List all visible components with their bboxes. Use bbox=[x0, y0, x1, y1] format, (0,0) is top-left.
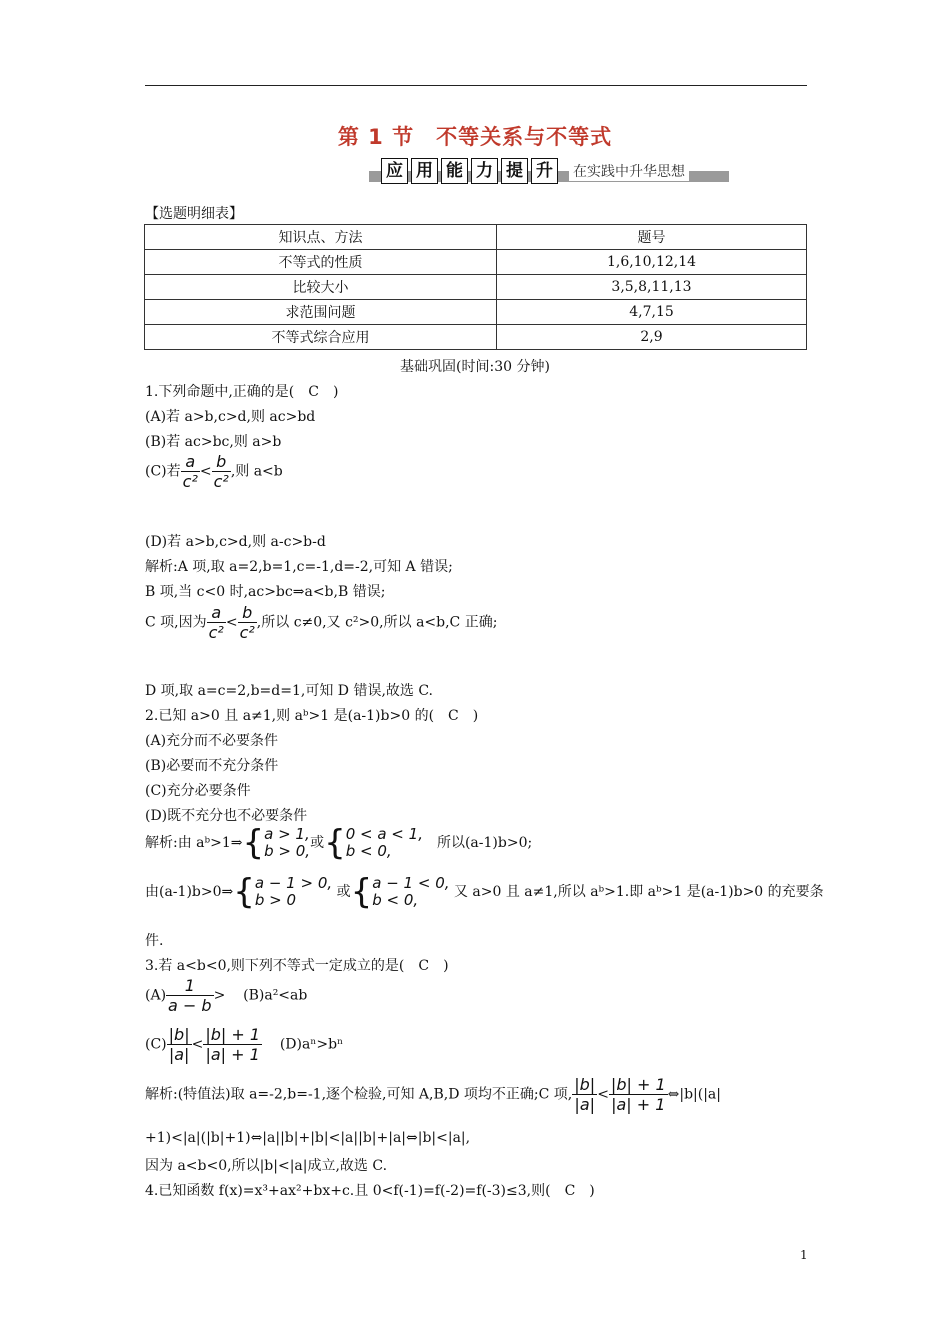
denominator: c² bbox=[213, 472, 229, 491]
page-number: 1 bbox=[800, 1248, 808, 1262]
q2-ana1-suffix: 所以(a-1)b>0; bbox=[422, 835, 533, 851]
banner-char: 升 bbox=[531, 158, 558, 184]
q4-stem: 4.已知函数 f(x)=x³+ax²+bx+c.且 0<f(-1)=f(-2)=f(-3)≤3,则( C ) bbox=[145, 1183, 595, 1199]
table-row bbox=[145, 325, 807, 350]
table-cell: 不等式综合应用 bbox=[145, 325, 497, 350]
numerator: |b| + 1 bbox=[205, 1025, 261, 1044]
table-row bbox=[145, 250, 807, 275]
q1-analysis-2: B 项,当 c<0 时,ac>bc⇒a<b,B 错误; bbox=[145, 584, 386, 600]
q1-option-c bbox=[145, 452, 283, 491]
denominator: c² bbox=[239, 623, 255, 642]
table-cell: 2,9 bbox=[497, 325, 807, 350]
banner-char: 能 bbox=[441, 158, 468, 184]
q3-ana1-prefix: 解析:(特值法)取 a=-2,b=-1,逐个检验,可知 A,B,D 项均不正确;C 项, bbox=[145, 1086, 573, 1103]
q1-option-b: (B)若 ac>bc,则 a>b bbox=[145, 434, 282, 450]
denominator: |a| bbox=[168, 1045, 190, 1064]
case-line: b > 0 bbox=[254, 891, 297, 909]
case-line: b > 0, bbox=[264, 842, 311, 860]
fraction bbox=[207, 603, 226, 642]
case-line: 0 < a < 1, bbox=[345, 825, 423, 843]
less-than: < bbox=[597, 1086, 609, 1103]
q1-analysis-3 bbox=[145, 603, 497, 642]
less-than: < bbox=[225, 614, 238, 631]
fraction bbox=[238, 603, 257, 642]
q2-option-a: (A)充分而不必要条件 bbox=[145, 733, 279, 749]
denominator: |a| + 1 bbox=[611, 1095, 666, 1114]
q3-analysis-1 bbox=[145, 1075, 807, 1114]
case-system bbox=[264, 826, 310, 860]
q2-ana2-suffix: 又 a>0 且 a≠1,所以 aᵇ>1.即 aᵇ>1 是(a-1)b>0 的充要条 bbox=[453, 884, 824, 900]
brace: { bbox=[233, 872, 255, 912]
banner-char: 力 bbox=[471, 158, 498, 184]
table-header-cell: 知识点、方法 bbox=[145, 225, 497, 250]
table-cell: 3,5,8,11,13 bbox=[497, 275, 807, 300]
fraction bbox=[167, 1025, 192, 1064]
table-row bbox=[145, 300, 807, 325]
numerator: a bbox=[207, 603, 226, 623]
q1-stem: 1.下列命题中,正确的是( C ) bbox=[145, 384, 339, 400]
q3-option-d: (D)aⁿ>bⁿ bbox=[279, 1036, 344, 1053]
q2-option-d: (D)既不充分也不必要条件 bbox=[145, 808, 308, 824]
numerator: b bbox=[238, 603, 257, 623]
case-line: b < 0, bbox=[372, 891, 419, 909]
section-label: 【选题明细表】 bbox=[145, 206, 243, 222]
case-line: a > 1, bbox=[264, 825, 310, 843]
numerator: |b| bbox=[168, 1025, 190, 1044]
q1-option-a: (A)若 a>b,c>d,则 ac>bd bbox=[145, 409, 316, 425]
brace: { bbox=[242, 823, 265, 863]
header-rule bbox=[145, 85, 807, 86]
q2-ana1-prefix: 解析:由 aᵇ>1⇒ bbox=[145, 835, 243, 851]
numerator: a bbox=[181, 452, 200, 472]
page-title: 第 1 节 不等关系与不等式 bbox=[337, 125, 613, 149]
fraction bbox=[572, 1075, 597, 1114]
table-row bbox=[145, 275, 807, 300]
numerator: b bbox=[212, 452, 231, 472]
brace: { bbox=[350, 872, 373, 912]
q1-option-d: (D)若 a>b,c>d,则 a-c>b-d bbox=[145, 534, 326, 550]
numerator: |b| bbox=[574, 1075, 596, 1094]
table-cell: 比较大小 bbox=[145, 275, 497, 300]
case-line: a − 1 < 0, bbox=[372, 874, 450, 892]
case-line: a − 1 > 0, bbox=[254, 874, 333, 892]
case-system bbox=[372, 875, 449, 909]
banner-char: 应 bbox=[381, 158, 408, 184]
q2-stem: 2.已知 a>0 且 a≠1,则 aᵇ>1 是(a-1)b>0 的( C ) bbox=[145, 708, 479, 724]
banner-char: 用 bbox=[411, 158, 438, 184]
case-system bbox=[255, 875, 332, 909]
numerator: |b| + 1 bbox=[610, 1075, 666, 1094]
q1-ana3-suffix: ,所以 c≠0,又 c²>0,所以 a<b,C 正确; bbox=[256, 614, 498, 631]
subheading: 基础巩固(时间:30 分钟) bbox=[400, 359, 550, 375]
q3-a-prefix: (A) bbox=[145, 987, 167, 1004]
denominator: c² bbox=[208, 623, 224, 642]
banner-subtitle: 在实践中升华思想 bbox=[569, 161, 689, 181]
q2-option-b: (B)必要而不充分条件 bbox=[145, 758, 279, 774]
fraction bbox=[181, 452, 200, 491]
less-than: < bbox=[191, 1036, 204, 1053]
q1-c-prefix: (C)若 bbox=[145, 463, 181, 480]
q3-option-b: (B)a²<ab bbox=[243, 987, 308, 1004]
table-cell: 4,7,15 bbox=[497, 300, 807, 325]
table-header-row bbox=[145, 225, 807, 250]
table-cell: 不等式的性质 bbox=[145, 250, 497, 275]
q3-ana1-suffix: ⇔|b|(|a| bbox=[667, 1086, 721, 1103]
q2-analysis-tail: 件. bbox=[145, 933, 164, 949]
numerator: 1 bbox=[166, 976, 214, 996]
denominator: a − b bbox=[168, 996, 212, 1015]
q3-stem: 3.若 a<b<0,则下列不等式一定成立的是( C ) bbox=[145, 958, 449, 974]
fraction bbox=[212, 452, 231, 491]
q3-c-prefix: (C) bbox=[145, 1036, 167, 1053]
q2-analysis-2 bbox=[145, 872, 824, 912]
q3-a-suffix: > bbox=[213, 987, 226, 1004]
q2-ana2-prefix: 由(a-1)b>0⇒ bbox=[145, 884, 234, 900]
or-word: 或 bbox=[310, 835, 325, 851]
fraction bbox=[203, 1025, 262, 1064]
or-word: 或 bbox=[336, 884, 351, 900]
q1-ana3-prefix: C 项,因为 bbox=[145, 614, 207, 631]
table-cell: 1,6,10,12,14 bbox=[497, 250, 807, 275]
q3-options-cd bbox=[145, 1025, 343, 1064]
brace: { bbox=[324, 823, 346, 863]
fraction bbox=[166, 976, 214, 1015]
case-system bbox=[346, 826, 423, 860]
table-cell: 求范围问题 bbox=[145, 300, 497, 325]
q1-analysis-1: 解析:A 项,取 a=2,b=1,c=-1,d=-2,可知 A 错误; bbox=[145, 559, 453, 575]
table-header-cell: 题号 bbox=[497, 225, 807, 250]
q1-c-suffix: ,则 a<b bbox=[230, 463, 283, 480]
q1-analysis-4: D 项,取 a=c=2,b=d=1,可知 D 错误,故选 C. bbox=[145, 683, 434, 699]
banner-char: 提 bbox=[501, 158, 528, 184]
q2-option-c: (C)充分必要条件 bbox=[145, 783, 251, 799]
fraction bbox=[609, 1075, 668, 1114]
q2-analysis-1 bbox=[145, 823, 533, 863]
denominator: c² bbox=[182, 472, 198, 491]
denominator: |a| + 1 bbox=[205, 1045, 260, 1064]
q3-analysis-2: +1)<|a|(|b|+1)⇔|a||b|+|b|<|a||b|+|a|⇔|b|<|a|, bbox=[145, 1130, 471, 1146]
denominator: |a| bbox=[574, 1095, 596, 1114]
q3-options-ab bbox=[145, 976, 307, 1015]
case-line: b < 0, bbox=[345, 842, 392, 860]
q3-analysis-3: 因为 a<b<0,所以|b|<|a|成立,故选 C. bbox=[145, 1158, 388, 1174]
topic-table bbox=[144, 224, 807, 350]
less-than: < bbox=[199, 463, 212, 480]
banner bbox=[369, 158, 729, 184]
